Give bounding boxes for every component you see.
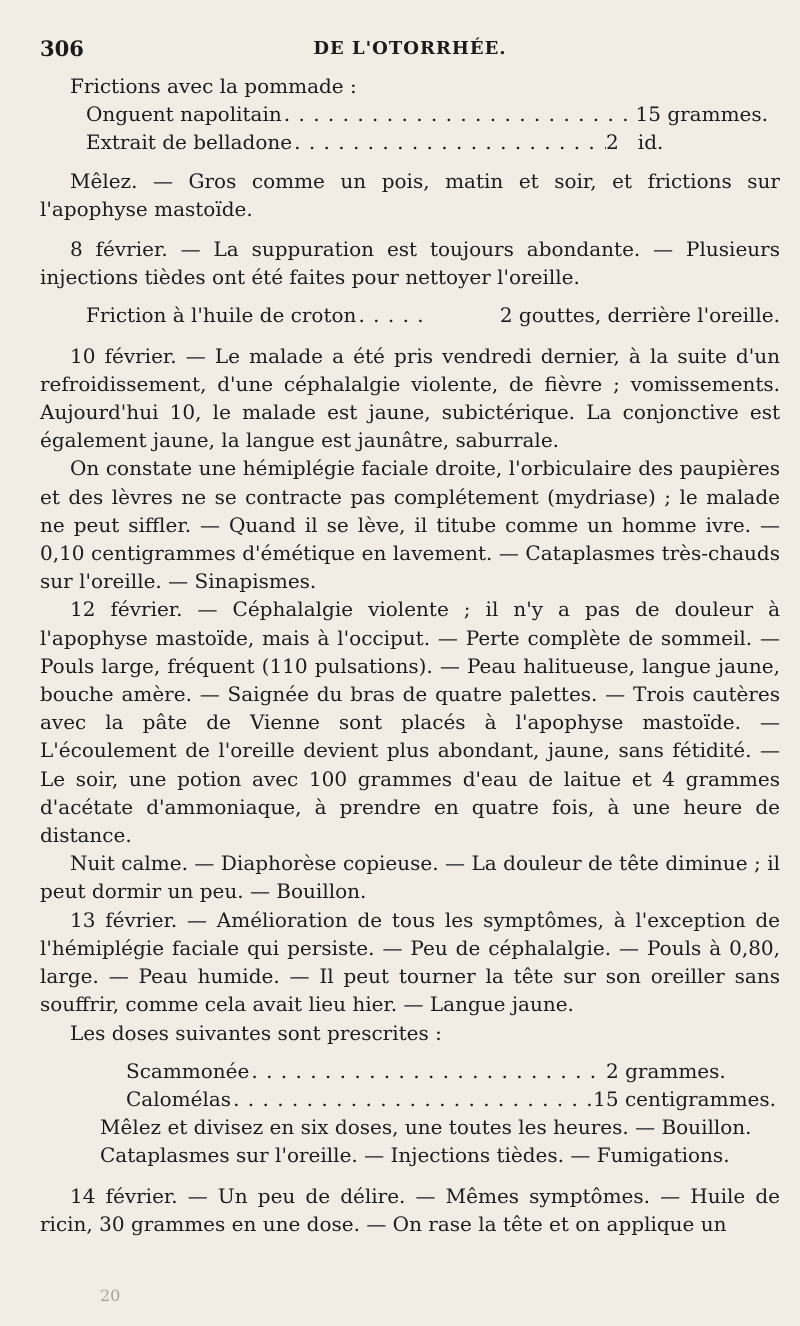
prescription-intro: Frictions avec la pommade : [70,74,357,98]
entry-feb-13: 13 février. — Amélioration de tous les symptômes, à l'exception de l'hémiplégie faciale qui persiste. — Peu de céphalalgie. — Pouls à 0,80, large. — Peau humide. — Il peut tourner la tête sur son oreiller sans souffrir, comme cela avait lieu hier. — Langue jaune. [40,907,780,1017]
dot-leader [282,100,636,128]
prescription-line [40,1085,780,1113]
entry-feb-14: 14 février. — Un peu de délire. — Mêmes symptômes. — Huile de ricin, 30 grammes en une dose. — On rase la tête et on applique un [40,1183,780,1236]
instruction-line: Mêlez et divisez en six doses, une toutes les heures. — Bouillon. [100,1115,752,1140]
dot-leader [356,301,424,329]
doses-intro: Les doses suivantes sont prescrites : [70,1020,442,1045]
drug-name: Onguent napolitain [86,102,282,127]
instruction-line: Cataplasmes sur l'oreille. — Injections tièdes. — Fumigations. [100,1143,730,1168]
running-head: DE L'OTORRHÉE. [313,38,507,59]
page-number: 306 [40,36,84,61]
drug-quantity: 15 grammes. [635,102,768,127]
dot-leader [249,1057,606,1085]
footer-mark: 20 [100,1286,121,1305]
page-header [40,36,780,66]
prescription-line [40,128,780,156]
friction-label: Friction à l'huile de croton [86,303,357,328]
entry-feb-10-continued: On constate une hémiplégie faciale droite, l'orbiculaire des paupières et des lèvres ne se contracte pas complétement (mydriase) ; le malade ne peut siffler. — Quand il se lève, il titube comme un homme ivre. — 0,10 centigrammes d'émétique en lavement. — Cataplasmes très-chauds sur l'oreille. — Sinapismes. [40,456,780,594]
drug-name: Extrait de belladone [86,130,293,155]
entry-feb-8: 8 février. — La suppuration est toujours abondante. — Plusieurs injections tièdes ont été faites pour nettoyer l'oreille. [40,237,780,290]
prescription-line [40,100,780,128]
page-body [40,72,780,1238]
friction-quantity: 2 gouttes, derrière l'oreille. [499,303,780,328]
drug-name: Scammonée [126,1058,250,1083]
drug-quantity: 2 id. [606,130,664,155]
dot-leader [231,1085,593,1113]
friction-croton-line [40,301,780,329]
dot-leader [292,128,606,156]
entry-feb-10: 10 février. — Le malade a été pris vendredi dernier, à la suite d'un refroidissement, d'une céphalalgie violente, de fièvre ; vomissements. Aujourd'hui 10, le malade est jaune, subictérique. La conjonctive est également jaune, la langue est jaunâtre, saburrale. [40,343,780,453]
drug-quantity: 15 centigrammes. [593,1086,776,1111]
entry-feb-12: 12 février. — Céphalalgie violente ; il n'y a pas de douleur à l'apophyse mastoïde, mais à l'occiput. — Perte complète de sommeil. — Pouls large, fréquent (110 pulsations). — Peau halitueuse, langue jaune, bouche amère. — Saignée du bras de quatre palettes. — Trois cautères avec la pâte de Vienne sont placés à l'apophyse mastoïde. — L'écoulement de l'oreille devient plus abondant, jaune, sans fétidité. — Le soir, une potion avec 100 grammes d'eau de laitue et 4 grammes d'acétate d'ammoniaque, à prendre en quatre fois, à une heure de distance. [40,597,780,848]
prescription-instruction: Mêlez. — Gros comme un pois, matin et soir, et frictions sur l'apophyse mastoïde. [40,168,780,221]
prescription-line [40,1057,780,1085]
drug-name: Calomélas [126,1086,232,1111]
entry-night: Nuit calme. — Diaphorèse copieuse. — La douleur de tête diminue ; il peut dormir un peu. — Bouillon. [40,851,780,904]
drug-quantity: 2 grammes. [606,1058,726,1083]
prescription-instruction [40,1113,780,1169]
